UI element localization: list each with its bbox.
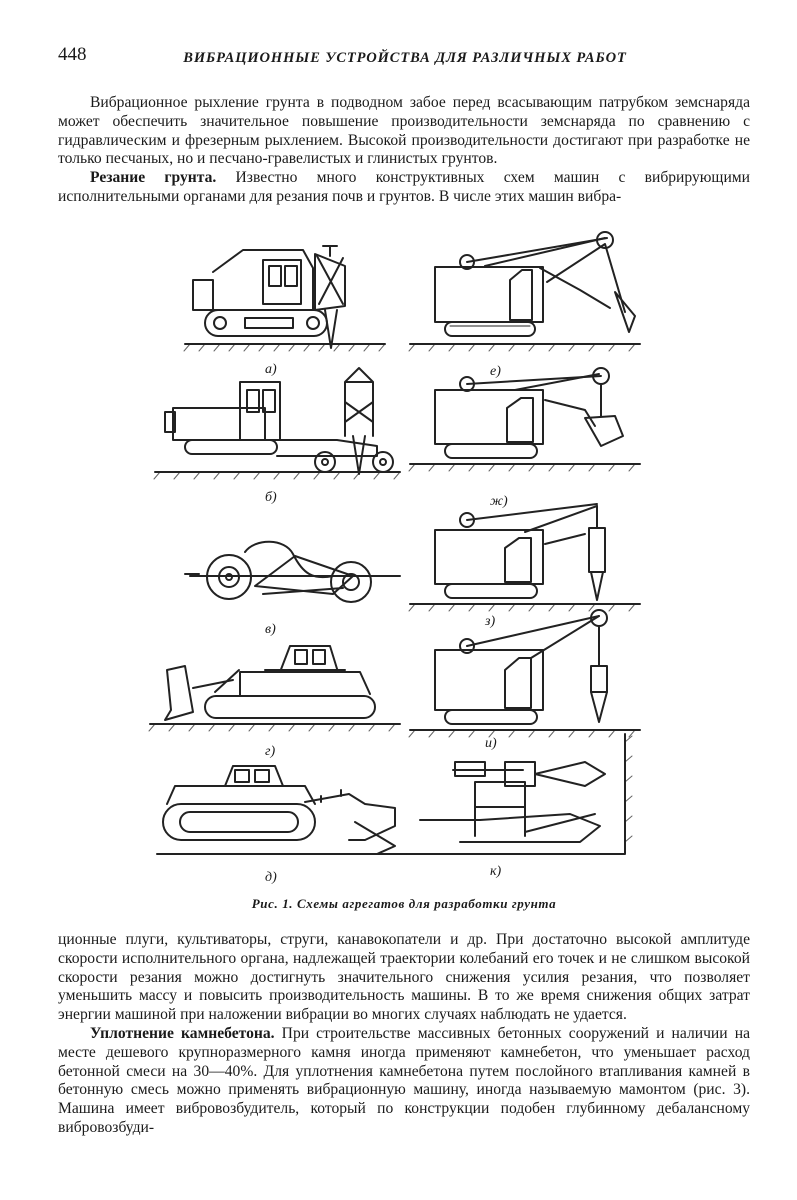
figure-label-zh: ж) bbox=[490, 494, 508, 509]
bottom-text-block bbox=[58, 931, 750, 1138]
paragraph-cutting bbox=[58, 169, 750, 207]
machine-g-bulldozer bbox=[149, 646, 400, 731]
machine-i-crane-hammer bbox=[409, 610, 640, 737]
figure-label-b: б) bbox=[265, 490, 277, 505]
figure-label-a: а) bbox=[265, 362, 277, 377]
paragraph-ploughs: ционные плуги, культиваторы, струги, канавокопатели и др. При достаточно высокой амплитуде скорости исполнительного органа, надлежащей траектории колебаний его точек и не слишком высокой скорости резания можно достигнуть значительного снижения усилия резания, что позволяет уменьшить массу и повысить производительность машины. В то же время снижения общих затрат энергии машиной при наложении вибрации во многих случаях наблюдать не удается. bbox=[58, 931, 750, 1024]
machine-zh-excavator-bucket bbox=[409, 368, 640, 471]
figure-label-d: д) bbox=[265, 870, 277, 885]
figure-label-g: г) bbox=[265, 744, 276, 759]
figure-caption: Рис. 1. Схемы агрегатов для разработки грунта bbox=[251, 896, 557, 911]
figure-label-i: и) bbox=[485, 736, 497, 751]
running-title: ВИБРАЦИОННЫЕ УСТРОЙСТВА ДЛЯ РАЗЛИЧНЫХ РАБОТ bbox=[183, 50, 627, 66]
figure-1 bbox=[145, 222, 645, 902]
paragraph-compaction-body: При строительстве массивных бетонных сооружений и наличии на месте дешевого крупноразмерного камня иногда применяют камнебетон, что уменьшает расход бетонной смеси на 30—40%. Для уплотнения камнебетона путем послойного втапливания камней в бетонную смесь можно применять вибрационную машину, иногда называемую мамонтом (рис. 3). Машина имеет вибровозбудитель, который по конструкции подобен глубинному дебалансному вибровозбуди- bbox=[58, 1024, 750, 1136]
paragraph-compaction bbox=[58, 1025, 750, 1138]
machine-a-crawler-ripper bbox=[184, 246, 385, 351]
page-number: 448 bbox=[58, 44, 87, 65]
figure-label-z: з) bbox=[485, 614, 496, 629]
machine-d-crawler-cutter bbox=[157, 766, 410, 854]
machine-k-trench-rig bbox=[407, 734, 632, 854]
machine-b-wheeled-tractor bbox=[154, 368, 400, 479]
figure-label-k: к) bbox=[490, 864, 502, 879]
machine-e-excavator-shovel bbox=[409, 232, 640, 351]
machine-z-crane-vibrodriver bbox=[409, 504, 640, 611]
paragraph-ripping: Вибрационное рыхление грунта в подводном забое перед всасывающим патрубком земснаряда может обеспечить значительное повышение производительности земснаряда по сравнению с гидравлическим и фрезерным рыхлением. Высокой производительности достигают при разработке не только песчаных, но и песчано-гравелистых и глинистых грунтов. bbox=[58, 94, 750, 168]
machine-v-wheeled-plough bbox=[185, 542, 400, 602]
paragraph-cutting-body: Известно много конструктивных схем машин с вибрирующими исполнительными органами для резания почв и грунтов. В числе этих машин вибра- bbox=[58, 169, 751, 205]
figure-label-e: е) bbox=[490, 364, 501, 379]
top-text-block bbox=[58, 94, 750, 207]
section-heading-cutting: Резание грунта. bbox=[90, 169, 217, 187]
section-heading-compaction: Уплотнение камнебетона. bbox=[90, 1024, 275, 1042]
figure-label-v: в) bbox=[265, 622, 276, 637]
